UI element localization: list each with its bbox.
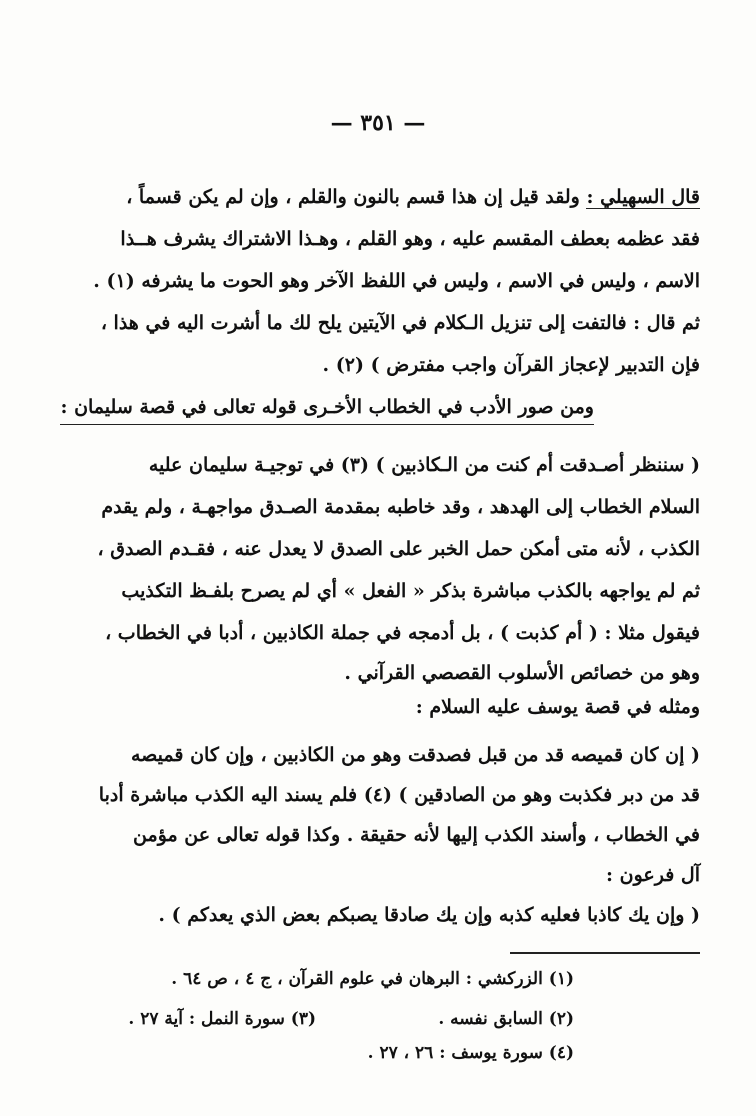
quote-lead: قال السهيلي : [586,186,700,208]
paragraph-line: الاسم ، وليس في الاسم ، وليس في اللفظ الآخر وهو الحوت ما يشرفه (١) . [93,270,700,292]
paragraph-line: السلام الخطاب إلى الهدهد ، وقد خاطبه بمقدمة الصـدق مواجهـة ، ولم يقدم [101,496,700,518]
section-heading: ومن صور الأدب في الخطاب الأخـرى قوله تعالى في قصة سليمان : [60,392,594,425]
footnote-4: (٤) سورة يوسف : ٢٦ ، ٢٧ . [367,1043,574,1063]
paragraph-line: الكذب ، لأنه متى أمكن حمل الخبر على الصدق لا يعدل عنه ، فقـدم الصدق ، [97,538,700,560]
paragraph-line: ومثله في قصة يوسف عليه السلام : [415,696,700,718]
page-number: — ٣٥١ — [330,110,426,136]
paragraph-line: فقد عظمه بعطف المقسم عليه ، وهو القلم ، وهـذا الاشتراك يشرف هــذا [120,228,700,250]
paragraph-line: وهو من خصائص الأسلوب القصصي القرآني . [344,662,700,684]
paragraph-line: فيقول مثلا : ( أم كذبت ) ، بل أدمجه في جملة الكاذبين ، أدبا في الخطاب ، [105,622,700,644]
paragraph-line: ثم قال : فالتفت إلى تنزيل الـكلام في الآيتين يلح لك ما أشرت اليه في هذا ، [100,312,700,334]
paragraph-line: في الخطاب ، وأسند الكذب إليها لأنه حقيقة . وكذا قوله تعالى عن مؤمن [133,824,700,846]
paragraph-line: ثم لم يواجهه بالكذب مباشرة بذكر « الفعل » أي لم يصرح بلفـظ التكذيب [121,580,700,602]
paragraph-line: فإن التدبير لإعجاز القرآن واجب مفترض ) (٢) . [322,354,700,376]
paragraph-line: ( وإن يك كاذبا فعليه كذبه وإن يك صادقا يصبكم بعض الذي يعدكم ) . [158,904,700,926]
paragraph-line-text: ولقد قيل إن هذا قسم بالنون والقلم ، وإن لم يكن قسماً ، [126,186,580,208]
paragraph-line: قد من دبر فكذبت وهو من الصادقين ) (٤) فلم يسند اليه الكذب مباشرة أدبا [98,784,700,806]
footnote-rule [510,952,700,954]
paragraph-line: ( إن كان قميصه قد من قبل فصدقت وهو من الكاذبين ، وإن كان قميصه [131,744,700,766]
footnote-1: (١) الزركشي : البرهان في علوم القرآن ، ج ٤ ، ص ٦٤ . [171,969,574,989]
paragraph-line [126,182,700,212]
footnote-2: (٢) السابق نفسه . [438,1009,574,1029]
footnote-3: (٣) سورة النمل : آية ٢٧ . [128,1009,316,1029]
paragraph-line: ( سننظر أصـدقت أم كنت من الـكاذبين ) (٣) في توجيـة سليمان عليه [148,454,700,476]
paragraph-line: آل فرعون : [606,864,700,886]
